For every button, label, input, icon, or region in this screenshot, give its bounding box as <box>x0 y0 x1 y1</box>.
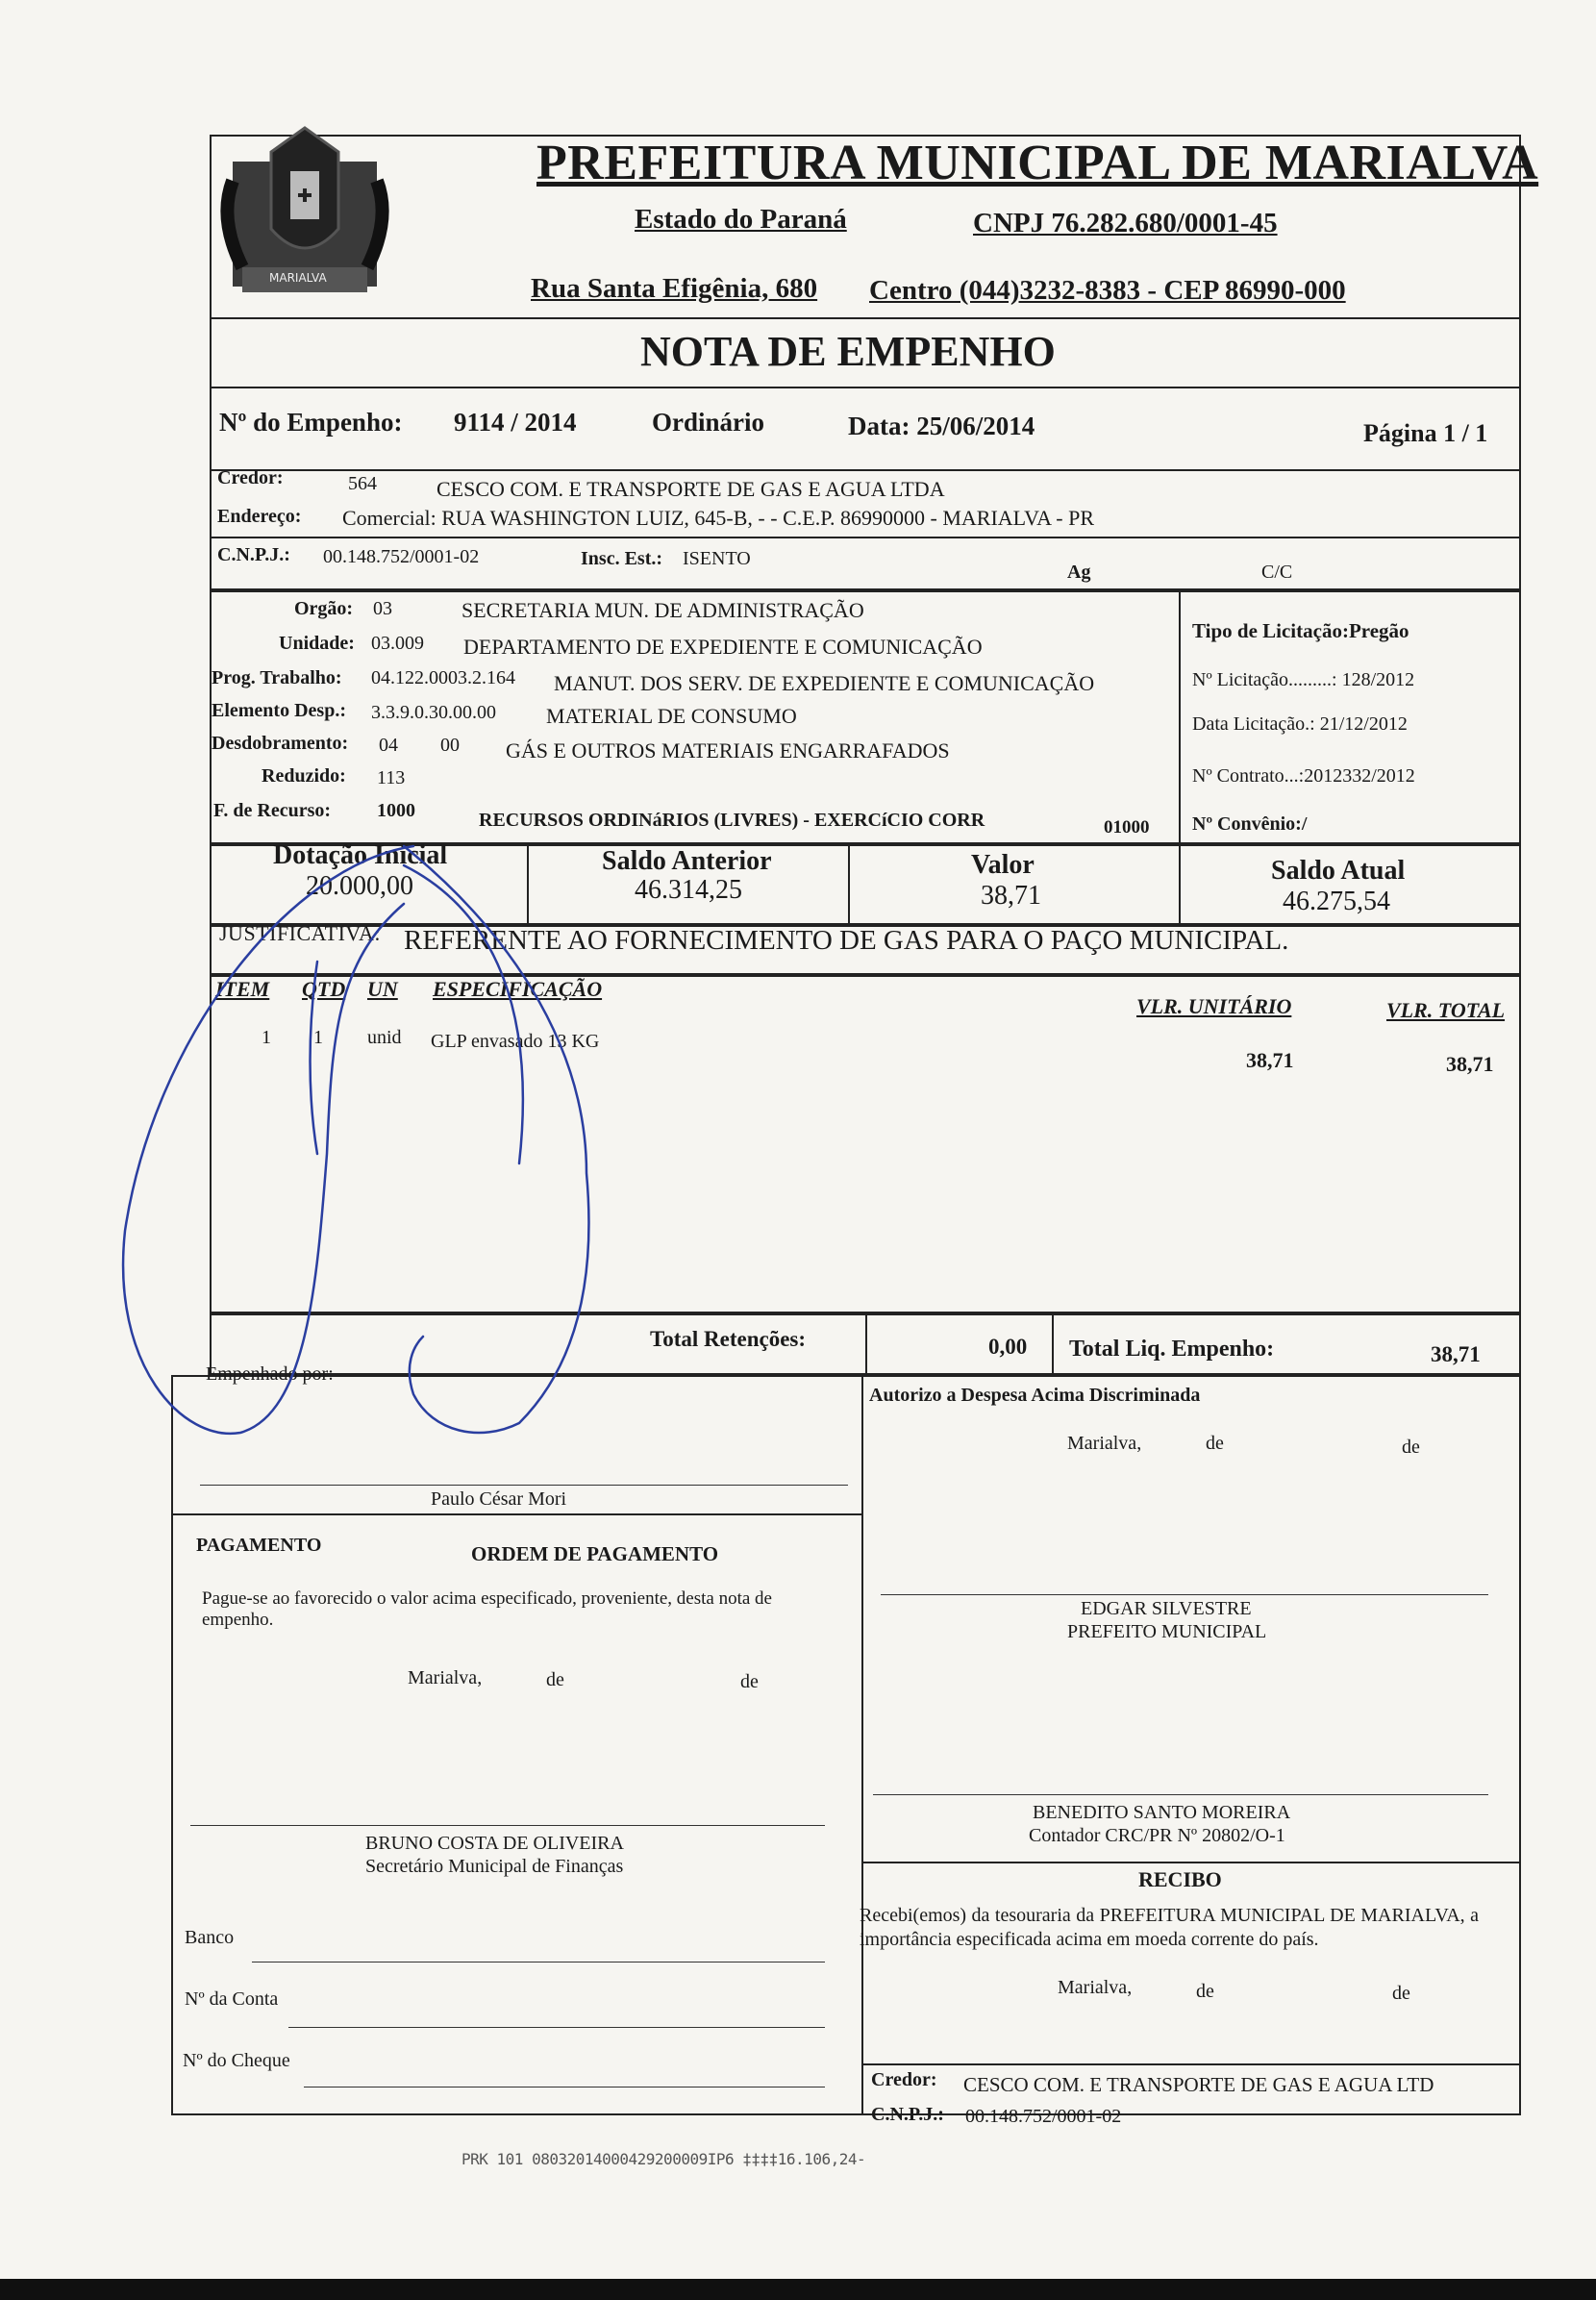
licitacao-contrato: Nº Contrato...:2012332/2012 <box>1192 765 1415 787</box>
agency-label: Ag <box>1067 562 1091 583</box>
reduzido-code: 113 <box>377 767 406 788</box>
page-number: Página 1 / 1 <box>1363 419 1488 447</box>
recibo-cnpj-label: C.N.P.J.: <box>871 2104 944 2125</box>
address-label: Endereço: <box>217 506 302 527</box>
item-row-un: unid <box>367 1027 402 1048</box>
conta-label: Nº da Conta <box>185 1988 279 2010</box>
items-header-un: UN <box>367 977 398 1001</box>
empenho-date: Data: 25/06/2014 <box>848 412 1035 440</box>
insc-value: ISENTO <box>683 548 751 569</box>
autorizo-text: Autorizo a Despesa Acima Discriminada <box>869 1385 1201 1406</box>
orgao-label: Orgão: <box>294 598 354 619</box>
desdobramento-name: GÁS E OUTROS MATERIAIS ENGARRAFADOS <box>506 738 950 762</box>
justificativa-label: JUSTIFICATIVA: <box>219 921 381 945</box>
pagamento-city: Marialva, <box>408 1667 483 1688</box>
item-row-unit: 38,71 <box>1246 1048 1294 1072</box>
saldo-anterior-label: Saldo Anterior <box>602 846 772 876</box>
prefeito-title: PREFEITO MUNICIPAL <box>1067 1621 1267 1642</box>
pagamento-label: PAGAMENTO <box>196 1535 322 1556</box>
ordem-pagamento-label: ORDEM DE PAGAMENTO <box>471 1542 719 1565</box>
saldo-atual-label: Saldo Atual <box>1271 856 1406 886</box>
recibo-text: Recebi(emos) da tesouraria da PREFEITURA MUNICIPAL DE MARIALVA, a importância especificada acima em moeda corrente do país. <box>860 1905 1479 1950</box>
elemento-code: 3.3.9.0.30.00.00 <box>371 702 496 723</box>
unidade-code: 03.009 <box>371 633 424 654</box>
crest-banner-text: MARIALVA <box>269 271 327 285</box>
desdobramento-code2: 00 <box>440 735 460 756</box>
recurso-label: F. de Recurso: <box>213 800 332 821</box>
header-cnpj: CNPJ 76.282.680/0001-45 <box>973 208 1278 238</box>
retencoes-label: Total Retenções: <box>650 1327 807 1351</box>
scan-bottom-edge <box>0 2279 1596 2300</box>
reduzido-label: Reduzido: <box>262 765 346 787</box>
items-header-unit: VLR. UNITÁRIO <box>1136 994 1292 1018</box>
pagamento-text: Pague-se ao favorecido o valor acima especificado, proveniente, desta nota de empenho. <box>202 1588 772 1630</box>
pagamento-de-2: de <box>740 1671 759 1692</box>
credor-code: 564 <box>348 473 377 494</box>
orgao-name: SECRETARIA MUN. DE ADMINISTRAÇÃO <box>461 598 864 622</box>
insc-label: Insc. Est.: <box>581 548 663 569</box>
recibo-credor-label: Credor: <box>871 2069 937 2090</box>
elemento-name: MATERIAL DE CONSUMO <box>546 704 797 728</box>
valor-label: Valor <box>971 850 1035 880</box>
footer-code: PRK 101 08032014000429200009IP6 ‡‡‡‡16.106,24- <box>461 2150 866 2168</box>
items-header-item: ITEM <box>215 977 270 1001</box>
contador-name: BENEDITO SANTO MOREIRA <box>1033 1802 1291 1823</box>
prefeito-name: EDGAR SILVESTRE <box>1081 1598 1252 1619</box>
items-header-qtd: QTD <box>302 977 346 1001</box>
recurso-name: RECURSOS ORDINáRIOS (LIVRES) - EXERCíCIO CORR <box>479 810 985 831</box>
licitacao-tipo: Tipo de Licitação:Pregão <box>1192 619 1409 642</box>
empenho-label: Nº do Empenho: <box>219 408 403 437</box>
recurso-code2: 01000 <box>1104 817 1150 838</box>
credor-cnpj: 00.148.752/0001-02 <box>323 546 480 567</box>
autorizo-de-2: de <box>1402 1437 1420 1458</box>
unidade-label: Unidade: <box>279 633 355 654</box>
account-label: C/C <box>1261 562 1293 583</box>
recurso-code: 1000 <box>377 800 415 821</box>
saldo-atual-value: 46.275,54 <box>1283 887 1390 916</box>
autorizo-de-1: de <box>1206 1433 1224 1454</box>
desdobramento-label: Desdobramento: <box>212 733 349 754</box>
recibo-credor: CESCO COM. E TRANSPORTE DE GAS E AGUA LTD <box>963 2073 1434 2096</box>
liquido-value: 38,71 <box>1431 1342 1481 1366</box>
pagamento-de-1: de <box>546 1669 564 1690</box>
orgao-code: 03 <box>373 598 392 619</box>
header-address: Rua Santa Efigênia, 680 <box>531 273 818 304</box>
prog-label: Prog. Trabalho: <box>212 667 342 688</box>
prog-name: MANUT. DOS SERV. DE EXPEDIENTE E COMUNICAÇÃO <box>554 671 1095 695</box>
header-title: PREFEITURA MUNICIPAL DE MARIALVA <box>536 136 1539 190</box>
desdobramento-code: 04 <box>379 735 398 756</box>
credor-label: Credor: <box>217 467 284 488</box>
empenho-type: Ordinário <box>652 408 765 437</box>
liquido-label: Total Liq. Empenho: <box>1069 1337 1275 1362</box>
licitacao-numero: Nº Licitação.........: 128/2012 <box>1192 669 1415 690</box>
items-header-spec: ESPECIFICAÇÃO <box>433 977 603 1001</box>
licitacao-convenio: Nº Convênio:/ <box>1192 813 1308 835</box>
contador-title: Contador CRC/PR Nº 20802/O-1 <box>1029 1825 1285 1846</box>
saldo-anterior-value: 46.314,25 <box>635 875 742 905</box>
dotacao-value: 20.000,00 <box>306 871 413 901</box>
item-row-qtd: 1 <box>313 1027 323 1048</box>
empenhado-label: Empenhado por: <box>206 1363 334 1385</box>
elemento-label: Elemento Desp.: <box>212 700 346 721</box>
item-row-spec: GLP envasado 13 KG <box>431 1031 600 1052</box>
credor-cnpj-label: C.N.P.J.: <box>217 544 290 565</box>
recibo-city: Marialva, <box>1058 1977 1133 1998</box>
secretario-name: BRUNO COSTA DE OLIVEIRA <box>365 1833 624 1854</box>
prog-code: 04.122.0003.2.164 <box>371 667 515 688</box>
item-row-total: 38,71 <box>1446 1052 1494 1076</box>
doc-title: NOTA DE EMPENHO <box>640 328 1056 375</box>
retencoes-value: 0,00 <box>988 1335 1028 1359</box>
cheque-label: Nº do Cheque <box>183 2050 290 2071</box>
secretario-title: Secretário Municipal de Finanças <box>365 1856 624 1877</box>
banco-label: Banco <box>185 1927 235 1948</box>
empenho-number: 9114 / 2014 <box>454 408 577 437</box>
valor-value: 38,71 <box>981 881 1041 911</box>
recibo-title: RECIBO <box>1138 1867 1222 1891</box>
recibo-de-1: de <box>1196 1981 1214 2002</box>
empenhado-name: Paulo César Mori <box>431 1488 567 1510</box>
header-district-phone: Centro (044)3232-8383 - CEP 86990-000 <box>869 275 1346 306</box>
header-state: Estado do Paraná <box>635 204 847 235</box>
credor-address: Comercial: RUA WASHINGTON LUIZ, 645-B, - - C.E.P. 86990000 - MARIALVA - PR <box>342 506 1095 530</box>
credor-name: CESCO COM. E TRANSPORTE DE GAS E AGUA LTDA <box>436 477 945 501</box>
unidade-name: DEPARTAMENTO DE EXPEDIENTE E COMUNICAÇÃO <box>463 635 983 659</box>
items-header-total: VLR. TOTAL <box>1386 998 1506 1022</box>
justificativa-text: REFERENTE AO FORNECIMENTO DE GAS PARA O PAÇO MUNICIPAL. <box>404 925 1289 956</box>
dotacao-label: Dotação Inicial <box>273 840 448 870</box>
autorizo-city: Marialva, <box>1067 1433 1142 1454</box>
item-row-number: 1 <box>262 1027 271 1048</box>
licitacao-data: Data Licitação.: 21/12/2012 <box>1192 713 1408 735</box>
recibo-de-2: de <box>1392 1983 1410 2004</box>
recibo-cnpj: 00.148.752/0001-02 <box>965 2106 1122 2127</box>
